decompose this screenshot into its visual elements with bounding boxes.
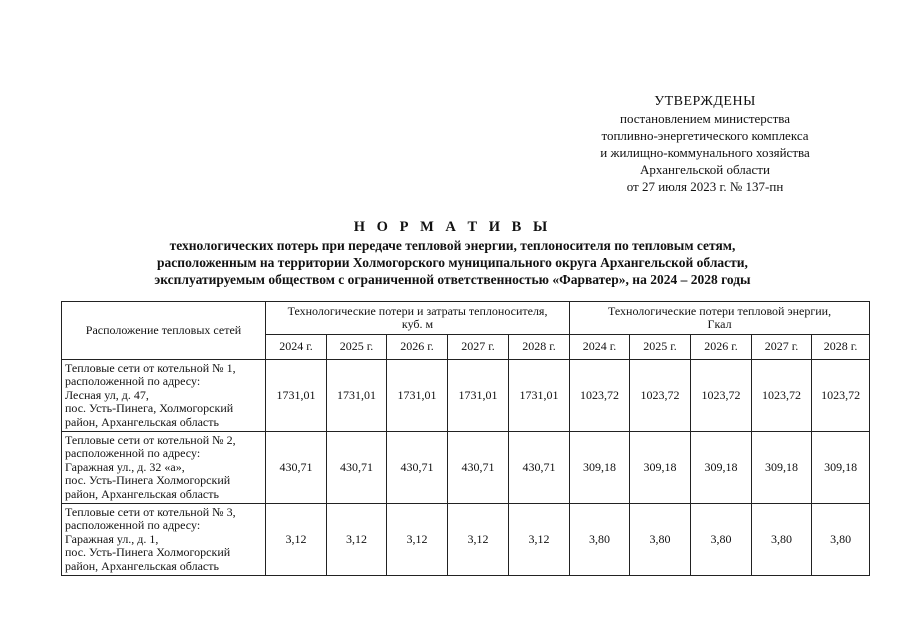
- coolant-group-header: [266, 302, 570, 335]
- coolant-value: 430,71: [448, 432, 509, 504]
- heat-value: 309,18: [752, 432, 812, 504]
- heat-value: 3,80: [630, 504, 691, 576]
- document-subtitle-line: технологических потерь при передаче тепловой энергии, теплоносителя по тепловым сетям,: [169, 238, 736, 253]
- year-header: 2028 г.: [812, 335, 870, 360]
- coolant-value: 1731,01: [387, 360, 448, 432]
- location-line: Гаражная ул., д. 1,: [65, 531, 159, 546]
- location-line: пос. Усть-Пинега Холмогорский: [65, 545, 231, 560]
- approval-line: от 27 июля 2023 г. № 137-пн: [626, 179, 784, 194]
- heat-value: 309,18: [570, 432, 630, 504]
- heat-value: 309,18: [691, 432, 752, 504]
- coolant-value: 1731,01: [327, 360, 387, 432]
- heat-value: 1023,72: [691, 360, 752, 432]
- heat-unit: Гкал: [707, 317, 732, 331]
- year-header: 2025 г.: [327, 335, 387, 360]
- table-row: [62, 360, 870, 432]
- coolant-value: 430,71: [387, 432, 448, 504]
- location-line: расположенной по адресу:: [65, 518, 201, 533]
- coolant-value: 3,12: [266, 504, 327, 576]
- document-title: Н О Р М А Т И В Ы: [353, 219, 552, 235]
- location-line: Гаражная ул., д. 32 «а»,: [65, 459, 185, 474]
- location-line: Тепловые сети от котельной № 3,: [65, 504, 236, 519]
- table-row: [62, 504, 870, 576]
- year-header: 2025 г.: [630, 335, 691, 360]
- coolant-value: 430,71: [327, 432, 387, 504]
- location-line: пос. Усть-Пинега Холмогорский: [65, 473, 231, 488]
- document-subtitle-line: расположенным на территории Холмогорского муниципального округа Архангельской области,: [157, 255, 748, 270]
- heat-value: 3,80: [812, 504, 870, 576]
- location-line: расположенной по адресу:: [65, 374, 201, 389]
- location-line: район, Архангельская область: [65, 558, 219, 573]
- location-line: пос. Усть-Пинега, Холмогорский: [65, 401, 234, 416]
- approval-line: и жилищно-коммунального хозяйства: [600, 145, 810, 160]
- coolant-header-line: Технологические потери и затраты теплоносителя,: [287, 303, 548, 318]
- coolant-value: 1731,01: [509, 360, 570, 432]
- year-header: 2024 г.: [266, 335, 327, 360]
- coolant-value: 3,12: [509, 504, 570, 576]
- location-line: район, Архангельская область: [65, 414, 219, 429]
- location-cell: [62, 360, 266, 432]
- location-line: Лесная ул, д. 47,: [65, 387, 149, 402]
- location-column-header: Расположение тепловых сетей: [62, 302, 266, 360]
- heat-value: 1023,72: [752, 360, 812, 432]
- coolant-value: 430,71: [266, 432, 327, 504]
- heat-value: 1023,72: [570, 360, 630, 432]
- year-header: 2026 г.: [387, 335, 448, 360]
- heat-value: 1023,72: [630, 360, 691, 432]
- approval-line: постановлением министерства: [619, 111, 790, 126]
- coolant-value: 1731,01: [448, 360, 509, 432]
- heat-value: 309,18: [812, 432, 870, 504]
- year-header: 2027 г.: [448, 335, 509, 360]
- heat-header-line: Технологические потери тепловой энергии,: [608, 303, 832, 318]
- year-header: 2027 г.: [752, 335, 812, 360]
- heat-value: 3,80: [570, 504, 630, 576]
- year-header: 2028 г.: [509, 335, 570, 360]
- coolant-value: 430,71: [509, 432, 570, 504]
- location-line: Тепловые сети от котельной № 1,: [65, 360, 236, 375]
- year-header: 2026 г.: [691, 335, 752, 360]
- coolant-unit: куб. м: [401, 317, 434, 331]
- location-line: район, Архангельская область: [65, 486, 219, 501]
- table-row: [62, 432, 870, 504]
- heat-value: 1023,72: [812, 360, 870, 432]
- location-cell: [62, 504, 266, 576]
- heat-value: 3,80: [691, 504, 752, 576]
- heat-value: 3,80: [752, 504, 812, 576]
- approval-heading: УТВЕРЖДЕНЫ: [654, 94, 756, 109]
- coolant-value: 1731,01: [266, 360, 327, 432]
- location-line: расположенной по адресу:: [65, 446, 201, 461]
- approval-line: топливно-энергетического комплекса: [601, 128, 809, 143]
- heat-group-header: [570, 302, 870, 335]
- document-subtitle-line: эксплуатируемым обществом с ограниченной ответственностью «Фарватер», на 2024 – 2028 годы: [154, 272, 751, 287]
- norms-table: [61, 301, 870, 576]
- approval-line: Архангельской области: [640, 162, 770, 177]
- approval-stamp: [540, 93, 870, 195]
- document-title-block: [60, 219, 845, 288]
- location-cell: [62, 432, 266, 504]
- location-line: Тепловые сети от котельной № 2,: [65, 432, 236, 447]
- coolant-value: 3,12: [327, 504, 387, 576]
- coolant-value: 3,12: [448, 504, 509, 576]
- coolant-value: 3,12: [387, 504, 448, 576]
- heat-value: 309,18: [630, 432, 691, 504]
- year-header: 2024 г.: [570, 335, 630, 360]
